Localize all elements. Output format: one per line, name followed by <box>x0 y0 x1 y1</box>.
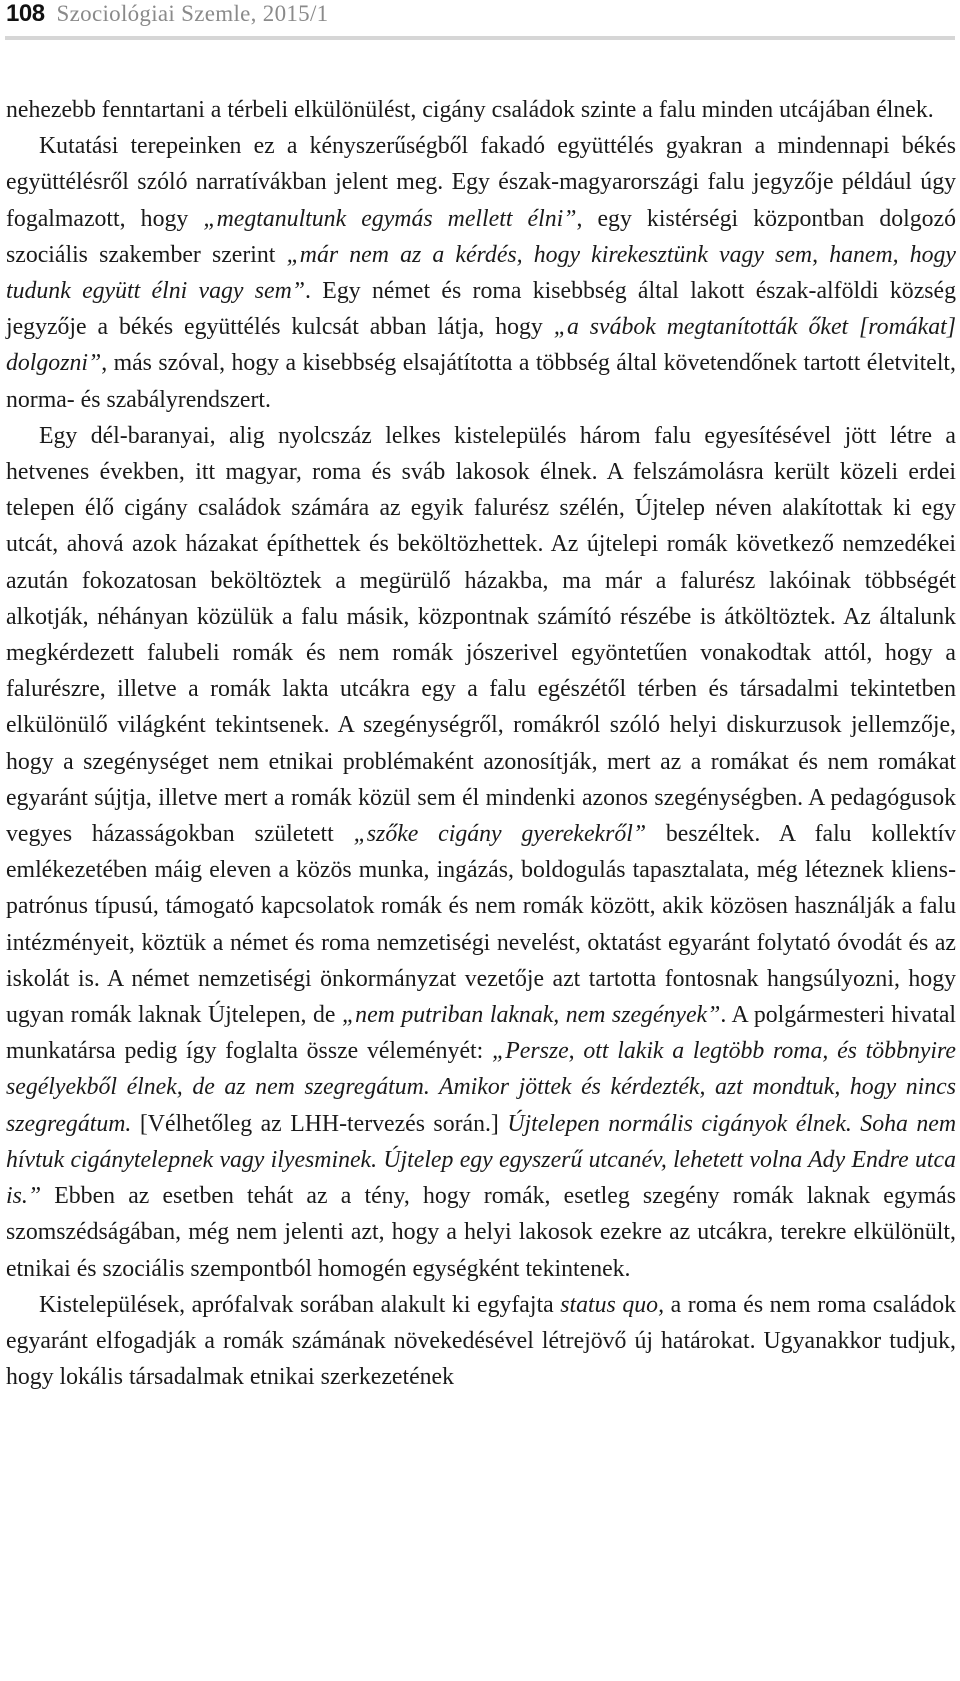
italic-quote: „Persze, ott lakik a legtöbb roma, és többnyire segélyekből élnek, de az nem szegregátum. Amikor jöttek és kérdezték, azt mondtuk, hogy nincs szegregátum. <box>6 1038 956 1137</box>
italic-quote: status quo, <box>560 1291 665 1318</box>
text-run: nehezebb fenntartani a térbeli elkülönülést, cigány családok szinte a falu minden utcájában élnek. <box>6 97 934 123</box>
italic-quote: Újtelepen normális cigányok élnek. Soha nem hívtuk cigánytelepnek vagy ilyesminek. Újtelep egy egyszerű utcanév, lehetett volna Ady Endre utca is.” <box>6 1110 957 1210</box>
text-run: a roma és nem roma családok egyaránt elfogadják a romák számának növekedésével létrejövő új határokat. Ugyanakkor tudjuk, hogy lokális társadalmak etnikai szerkezetének <box>6 1291 956 1391</box>
text-run: . Egy német és roma kisebbség által lakott észak-alföldi község jegyzője a békés együttélés kulcsát abban látja, hogy <box>6 278 956 341</box>
text-run: , egy kistérségi központban dolgozó szociális szakember szerint <box>6 205 956 268</box>
text-run: Ebben az esetben tehát az a tény, hogy romák, esetleg szegény romák laknak egymás szomszédságában, még nem jelenti azt, hogy a helyi lakosok ezekre az utcákra, terekre elkülönült, etnikai és szociális szempontból homogén egységként tekintenek. <box>6 1183 956 1282</box>
paragraph <box>6 128 956 418</box>
body-text <box>6 92 956 1395</box>
text-run: Kistelepülések, aprófalvak sorában alakult ki egyfajta <box>39 1291 561 1318</box>
paragraph <box>6 418 956 1287</box>
italic-quote: „szőke cigány gyerekekről” <box>353 821 647 848</box>
text-run: . A polgármesteri hivatal munkatársa pedig így foglalta össze véleményét: <box>6 1002 956 1065</box>
page-number: 108 <box>6 0 45 27</box>
paragraph <box>6 1287 956 1396</box>
italic-quote: „megtanultunk egymás mellett élni” <box>203 205 577 232</box>
text-run: beszéltek. A falu kollektív emlékezetében máig eleven a közös munka, ingázás, boldogulás tapasztalata, még léteznek kliens-patrónus típusú, támogató kapcsolatok romák és nem romák között, akik közösen használják a falu intézményeit, köztük a német és roma nemzetiségi nevelést, oktatást egyaránt folytató óvodát és az iskolát is. A német nemzetiségi önkormányzat vezetője azt tartotta fontosnak hangsúlyozni, hogy ugyan romák laknak Újtelepen, de <box>6 821 956 1029</box>
text-run: Kutatási terepeinken ez a kényszerűségből fakadó együttélés gyakran a mindennapi békés együttélésről szóló narratívákban jelent meg. Egy észak-magyarországi falu jegyzője például úgy fogalmazott, hogy <box>6 133 956 232</box>
header-rule <box>5 36 955 40</box>
text-run: , más szóval, hogy a kisebbség elsajátította a többség által követendőnek tartott életvitelt, norma- és szabályrendszert. <box>6 350 956 413</box>
text-run: Egy dél-baranyai, alig nyolcszáz lelkes kistelepülés három falu egyesítésével jött létre a hetvenes években, itt magyar, roma és sváb lakosok élnek. A felszámolásra került közeli erdei telepen élő cigány családok számára az egyik falurész szélén, Újtelep néven alakítottak ki egy utcát, ahová azok házakat építhettek és beköltözhettek. Az újtelepi romák következő nemzedékei azután fokozatosan beköltöztek a megürülő házakba, ma már a falurész lakóinak többségét alkotják, néhányan közülük a falu másik, központnak számító részébe is átköltöztek. Az általunk megkérdezett falubeli romák és nem romák jószerivel egyöntetűen vonakodtak attól, hogy a falurészre, illetve a romák lakta utcákra egy a falu egészétől térben és társadalmi tekintetben elkülönülő világként tekintsenek. A szegénységről, romákról szóló helyi diskurzusok jellemzője, hogy a szegénységet nem etnikai problémaként azonosítják, mert az a romákat és nem romákat egyaránt sújtja, illetve mert a romák közül sem él mindenki azonos szegénységben. A pedagógusok vegyes házasságokban született <box>6 422 956 848</box>
paragraph <box>6 92 956 128</box>
italic-quote: „nem putriban laknak, nem szegények” <box>341 1002 721 1029</box>
italic-quote: „a svábok megtanították őket [romákat] dolgozni” <box>6 314 956 377</box>
text-run: [Vélhetőleg az LHH-tervezés során.] <box>131 1110 508 1137</box>
running-header <box>6 0 328 30</box>
journal-title: Szociológiai Szemle, 2015/1 <box>56 1 329 26</box>
italic-quote: „már nem az a kérdés, hogy kirekesztünk vagy sem, hanem, hogy tudunk együtt élni vagy sem” <box>6 241 956 305</box>
